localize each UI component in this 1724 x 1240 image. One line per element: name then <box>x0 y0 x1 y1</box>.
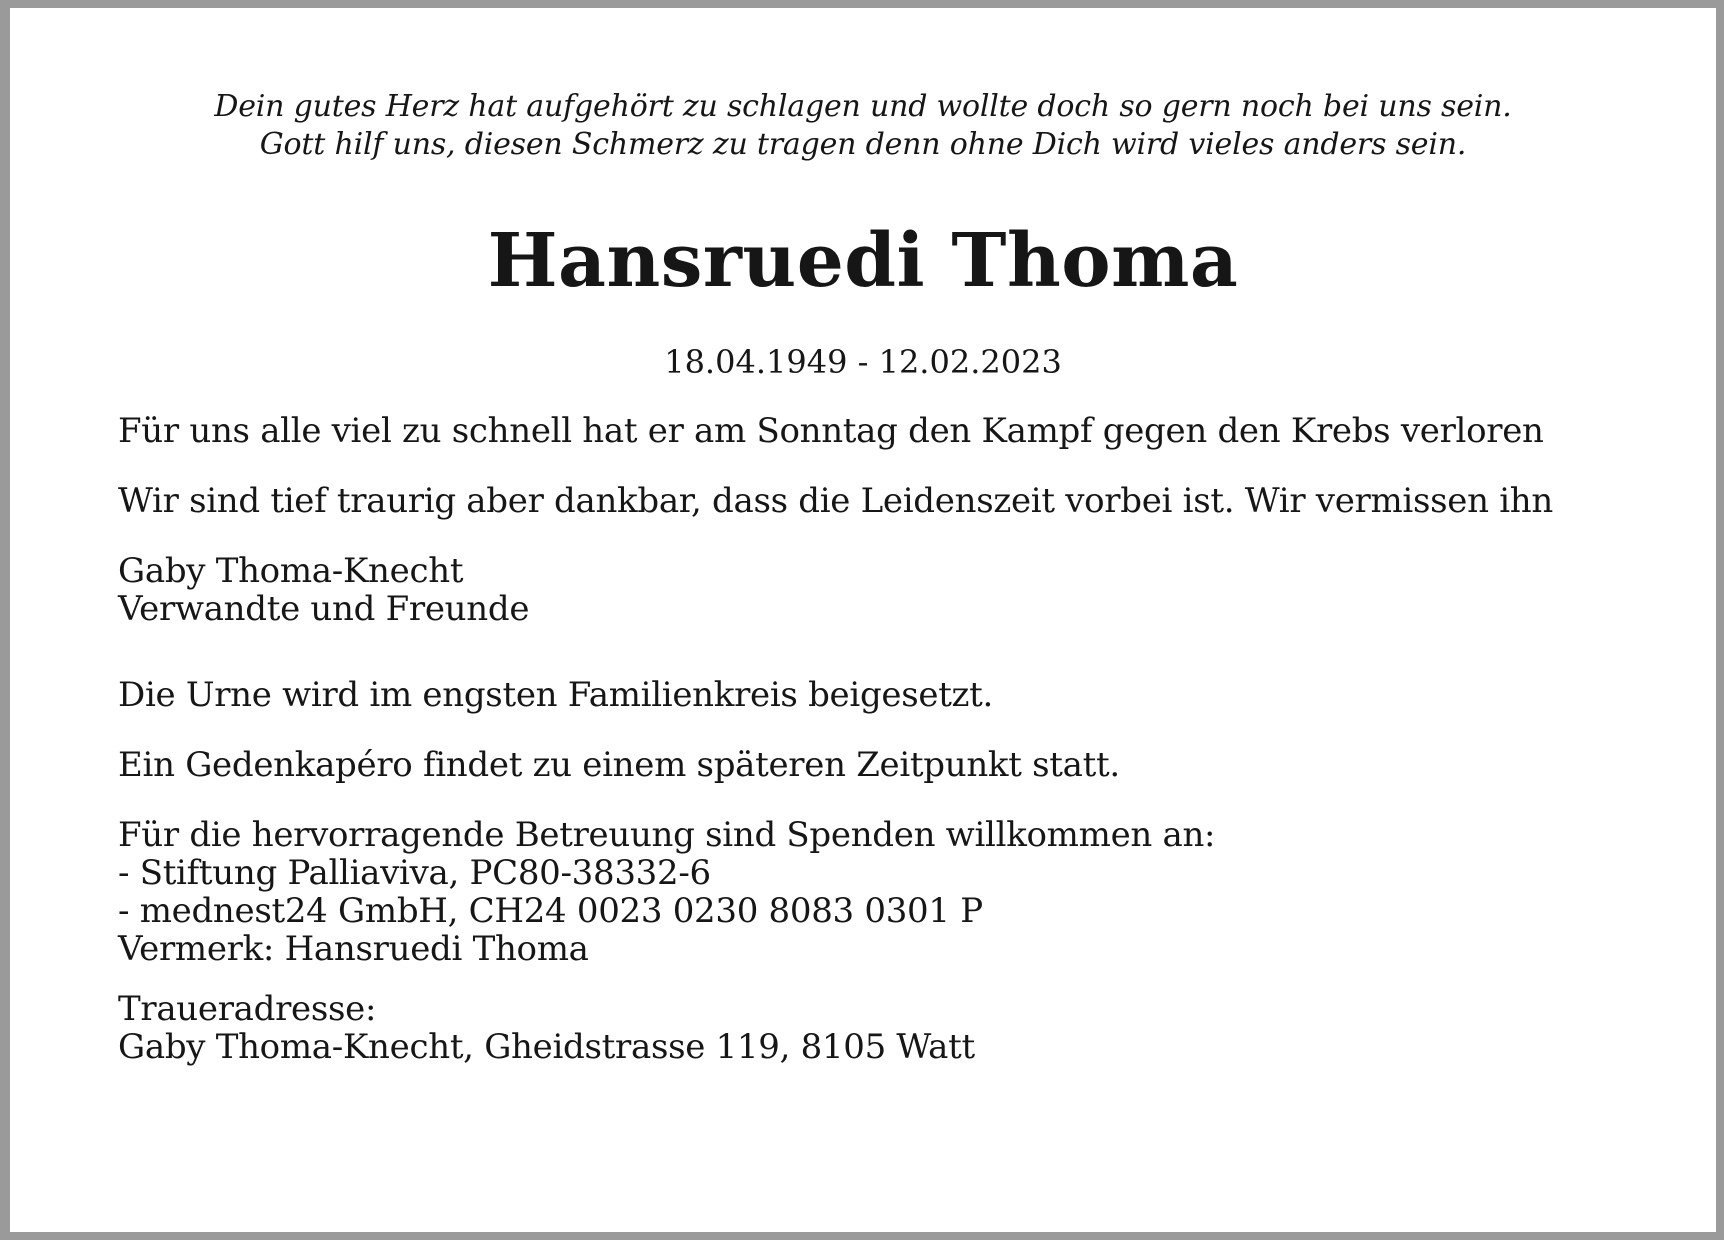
burial-notice: Die Urne wird im engsten Familienkreis beigesetzt. <box>118 675 994 715</box>
memorial-notice: Ein Gedenkapéro findet zu einem späteren Zeitpunkt statt. <box>118 745 1120 785</box>
verse-line-2: Gott hilf uns, diesen Schmerz zu tragen denn ohne Dich wird vieles anders sein. <box>259 127 1467 162</box>
donation-account: - Stiftung Palliaviva, PC80-38332-6 <box>118 853 711 893</box>
life-dates: 18.04.1949 - 12.02.2023 <box>664 343 1062 381</box>
address-label: Traueradresse: <box>118 989 377 1029</box>
obituary-notice <box>10 8 1716 1232</box>
message-line-1: Für uns alle viel zu schnell hat er am Sonntag den Kampf gegen den Krebs verloren <box>118 411 1544 451</box>
mourner: Verwandte und Freunde <box>118 589 530 629</box>
donation-reference: Vermerk: Hansruedi Thoma <box>118 929 589 969</box>
donation-account: - mednest24 GmbH, CH24 0023 0230 8083 0301 P <box>118 891 983 931</box>
donations-intro: Für die hervorragende Betreuung sind Spenden willkommen an: <box>118 815 1216 855</box>
donations-section <box>118 816 1618 968</box>
memorial-verse <box>10 88 1716 164</box>
mourning-address <box>118 990 1618 1066</box>
deceased-name: Hansruedi Thoma <box>487 218 1239 304</box>
mourner: Gaby Thoma-Knecht <box>118 551 464 591</box>
message-line-2: Wir sind tief traurig aber dankbar, dass die Leidenszeit vorbei ist. Wir vermissen ihn <box>118 481 1553 521</box>
mourners-list <box>118 552 1618 628</box>
verse-line-1: Dein gutes Herz hat aufgehört zu schlagen und wollte doch so gern noch bei uns sein. <box>214 89 1512 124</box>
address-value: Gaby Thoma-Knecht, Gheidstrasse 119, 8105 Watt <box>118 1027 975 1067</box>
